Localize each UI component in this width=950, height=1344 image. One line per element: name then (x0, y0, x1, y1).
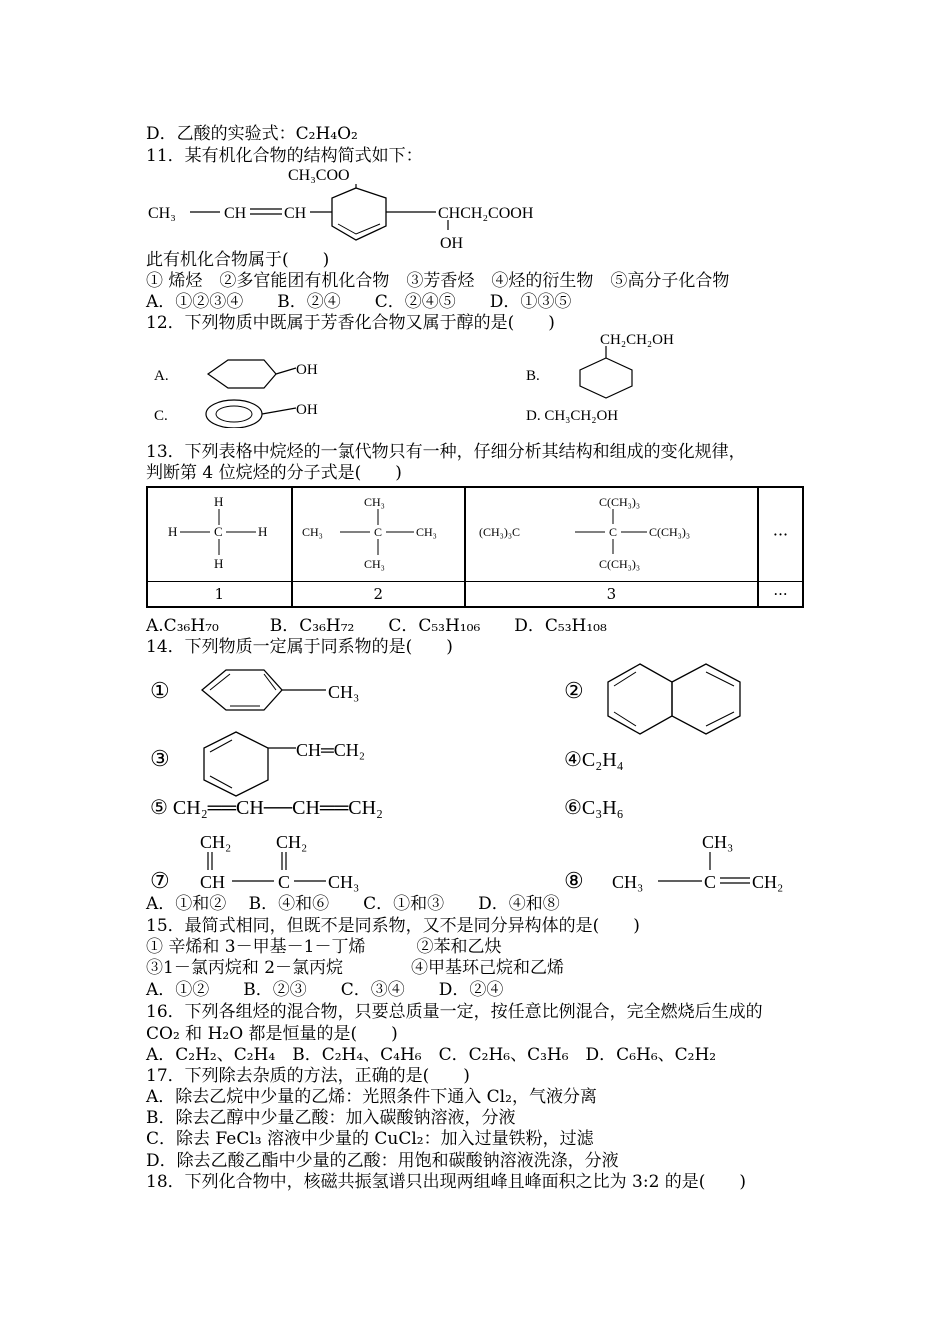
q14-item-2: ② (564, 678, 584, 703)
question-11-items: ① 烯烃 ②多官能团有机化合物 ③芳香烃 ④烃的衍生物 ⑤高分子化合物 (146, 271, 730, 291)
question-16-line2: CO₂ 和 H₂O 都是恒量的是( ) (146, 1024, 398, 1044)
q14-structures (146, 652, 816, 896)
question-16-options: A．C₂H₂、C₂H₄ B．C₂H₄、C₄H₆ C．C₂H₆、C₃H₆ D．C₆H₆、C₂H₂ (146, 1045, 717, 1065)
q12-options (146, 328, 746, 428)
q11-top: CH₃COO (288, 167, 350, 184)
q14-item-6: ⑥C₃H₆ (564, 797, 624, 819)
q13-num-1: 1 (147, 581, 292, 607)
q14-item-8: ⑧ (564, 868, 584, 893)
question-17-d: D．除去乙酸乙酯中少量的乙酸：用饱和碳酸钠溶液洗涤，分液 (146, 1151, 619, 1171)
question-14-options: A．①和② B．④和⑥ C．①和③ D．④和⑧ (146, 894, 560, 914)
q11-ch2: CH (284, 205, 307, 222)
q14-item-8-ch3-top: CH₃ (702, 832, 734, 852)
question-14: 14．下列物质一定属于同系物的是( ) (146, 637, 453, 657)
q12-a-label: A. (154, 368, 169, 384)
question-16-line1: 16．下列各组烃的混合物，只要总质量一定，按任意比例混合，完全燃烧后生成的 (146, 1002, 763, 1022)
svg-text:H: H (258, 524, 268, 540)
question-12: 12．下列物质中既属于芳香化合物又属于醇的是( ) (146, 313, 555, 333)
q14-item-8-ch3: CH₃ (612, 872, 644, 892)
q14-item-7-ch2b: CH₂ (276, 832, 308, 852)
q12-b-chain: CH₂CH₂OH (600, 332, 674, 348)
methane-structure (164, 492, 274, 572)
svg-text:C: C (609, 525, 618, 540)
q14-item-8-ch2: CH₂ (752, 872, 784, 892)
question-17-a: A．除去乙烷中少量的乙烯：光照条件下通入 Cl₂，气液分离 (146, 1087, 597, 1107)
q12-a-oh: OH (296, 362, 318, 378)
q13-cell-4: ··· (758, 487, 803, 581)
q14-item-3-chain: CH═CH₂ (296, 740, 366, 760)
question-17: 17．下列除去杂质的方法，正确的是( ) (146, 1066, 470, 1086)
question-13-line1: 13．下列表格中烷烃的一氯代物只有一种，仔细分析其结构和组成的变化规律， (146, 442, 746, 462)
svg-text:CH₃: CH₃ (416, 525, 438, 540)
q11-oh: OH (440, 235, 464, 252)
q13-cell-3 (465, 487, 758, 581)
q13-num-2: 2 (292, 581, 465, 607)
question-15-row1: ① 辛烯和 3－甲基－1－丁烯 ②苯和乙炔 (146, 937, 502, 957)
svg-text:C: C (374, 525, 383, 540)
q13-num-3: 3 (465, 581, 758, 607)
svg-text:CH₃: CH₃ (364, 495, 386, 510)
q13-cell-1 (147, 487, 292, 581)
svg-text:C(CH₃)₃: C(CH₃)₃ (599, 557, 641, 572)
q14-item-1-ch3: CH₃ (328, 682, 360, 702)
question-18: 18．下列化合物中，核磁共振氢谱只出现两组峰且峰面积之比为 3:2 的是( ) (146, 1172, 747, 1192)
svg-text:C: C (214, 524, 223, 540)
q14-item-1: ① (150, 678, 170, 703)
svg-text:(CH₃)₃C: (CH₃)₃C (479, 525, 521, 540)
svg-text:C(CH₃)₃: C(CH₃)₃ (599, 495, 641, 510)
question-11-ask: 此有机化合物属于( ) (146, 250, 330, 270)
q12-d: D. CH₃CH₂OH (526, 408, 619, 424)
q14-item-7-ch3: CH₃ (328, 872, 360, 892)
q12-c-label: C. (154, 408, 168, 424)
question-13-options: A.C₃₆H₇₀ B．C₃₆H₇₂ C．C₅₃H₁₀₆ D．C₅₃H₁₀₈ (146, 616, 607, 636)
q14-item-4: ④C₂H₄ (564, 749, 624, 771)
question-15-options: A．①② B．②③ C．③④ D．②④ (146, 980, 504, 1000)
q13-table (146, 486, 804, 608)
neopentane-structure (298, 492, 458, 572)
line-q11-d: D．乙酸的实验式：C₂H₄O₂ (146, 124, 358, 144)
question-15-row2: ③1－氯丙烷和 2－氯丙烷 ④甲基环己烷和乙烯 (146, 958, 565, 978)
q14-item-3: ③ (150, 746, 170, 771)
q11-right: CHCH₂COOH (438, 205, 534, 222)
svg-text:H: H (168, 524, 178, 540)
q13-num-4: ··· (758, 581, 803, 607)
question-17-c: C．除去 FeCl₃ 溶液中少量的 CuCl₂：加入过量铁粉，过滤 (146, 1129, 594, 1149)
q14-item-7: ⑦ (150, 868, 170, 893)
q14-item-5: ⑤ CH₂══CH──CH══CH₂ (150, 797, 384, 819)
q14-item-8-c: C (704, 872, 717, 892)
q14-item-7-ch2a: CH₂ (200, 832, 232, 852)
question-13-line2: 判断第 4 位烷烃的分子式是( ) (146, 463, 402, 483)
q13-third-structure (471, 490, 751, 574)
q11-ch1: CH (224, 205, 247, 222)
q11-left: CH₃ (148, 205, 176, 222)
q14-item-7-c: C (278, 872, 291, 892)
svg-text:CH₃: CH₃ (302, 525, 324, 540)
q13-cell-2 (292, 487, 465, 581)
q11-structure (146, 164, 616, 254)
question-17-b: B．除去乙醇中少量乙酸：加入碳酸钠溶液，分液 (146, 1108, 516, 1128)
q14-item-7-ch: CH (200, 872, 226, 892)
svg-text:C(CH₃)₃: C(CH₃)₃ (649, 525, 691, 540)
svg-text:H: H (214, 494, 224, 510)
svg-text:H: H (214, 556, 224, 572)
question-15: 15．最简式相同，但既不是同系物，又不是同分异构体的是( ) (146, 916, 640, 936)
question-11: 11．某有机化合物的结构简式如下： (146, 146, 423, 166)
svg-text:CH₃: CH₃ (364, 557, 386, 572)
q12-c-oh: OH (296, 402, 318, 418)
question-11-options: A．①②③④ B．②④ C．②④⑤ D．①③⑤ (146, 292, 572, 312)
q12-b-label: B. (526, 368, 540, 384)
